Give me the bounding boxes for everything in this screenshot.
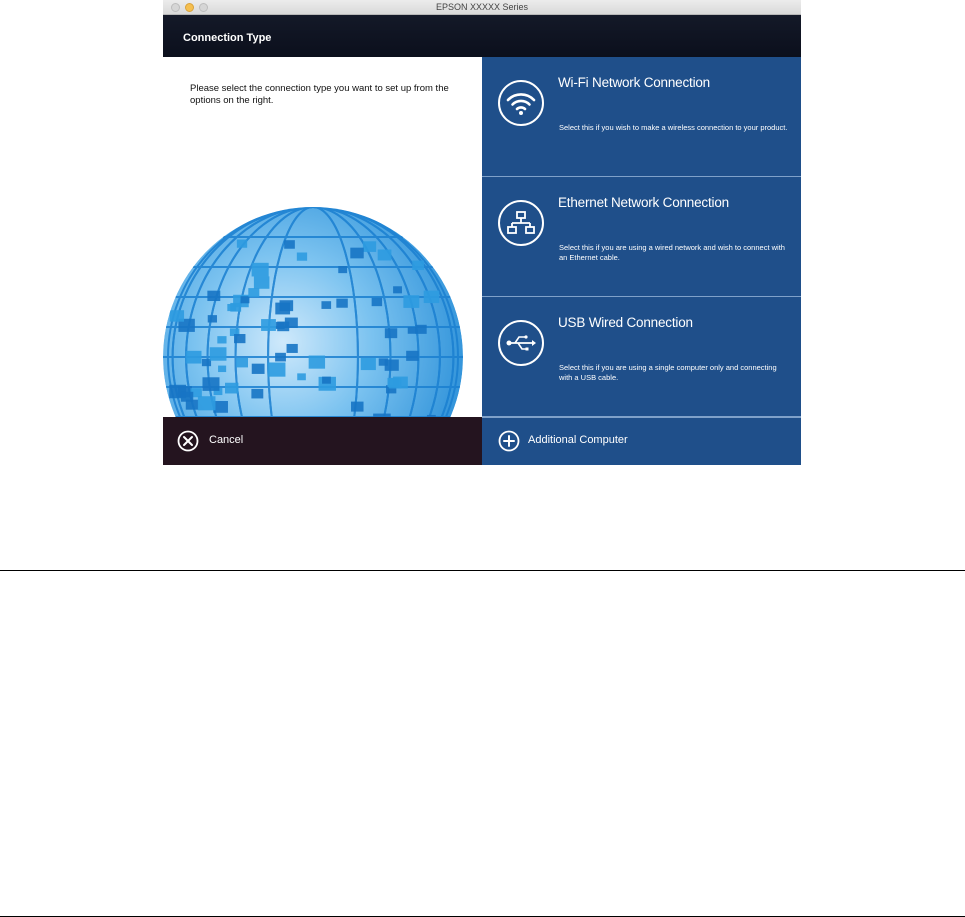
option-usb-desc: Select this if you are using a single computer only and connecting with a USB cable. — [559, 363, 777, 382]
options-pane — [482, 57, 801, 465]
title-bar — [163, 0, 801, 15]
option-wifi-title: Wi-Fi Network Connection — [558, 75, 710, 90]
additional-computer-label: Additional Computer — [528, 434, 628, 446]
wifi-icon — [498, 80, 544, 126]
page-header — [163, 15, 801, 57]
close-circle-icon — [177, 430, 199, 452]
option-ethernet-title: Ethernet Network Connection — [558, 195, 729, 210]
option-ethernet-desc: Select this if you are using a wired network and wish to connect with an Ethernet cable. — [559, 243, 785, 262]
app-window — [163, 0, 801, 465]
page-title: Connection Type — [183, 32, 272, 44]
additional-computer-button[interactable] — [482, 417, 801, 465]
globe-illustration — [163, 57, 482, 417]
window-title: EPSON XXXXX Series — [435, 2, 529, 12]
option-wifi[interactable] — [482, 57, 801, 177]
left-pane — [163, 57, 482, 417]
ethernet-icon — [498, 200, 544, 246]
plus-circle-icon — [498, 430, 520, 452]
instruction-text: Please select the connection type you want to set up from the options on the right. — [190, 83, 449, 106]
divider-top — [0, 570, 965, 571]
cancel-button[interactable] — [163, 417, 482, 465]
option-ethernet[interactable] — [482, 177, 801, 297]
option-usb[interactable] — [482, 297, 801, 417]
option-usb-title: USB Wired Connection — [558, 315, 693, 330]
cancel-label: Cancel — [209, 434, 244, 446]
usb-icon — [498, 320, 544, 366]
option-wifi-desc: Select this if you wish to make a wireless connection to your product. — [559, 123, 788, 132]
